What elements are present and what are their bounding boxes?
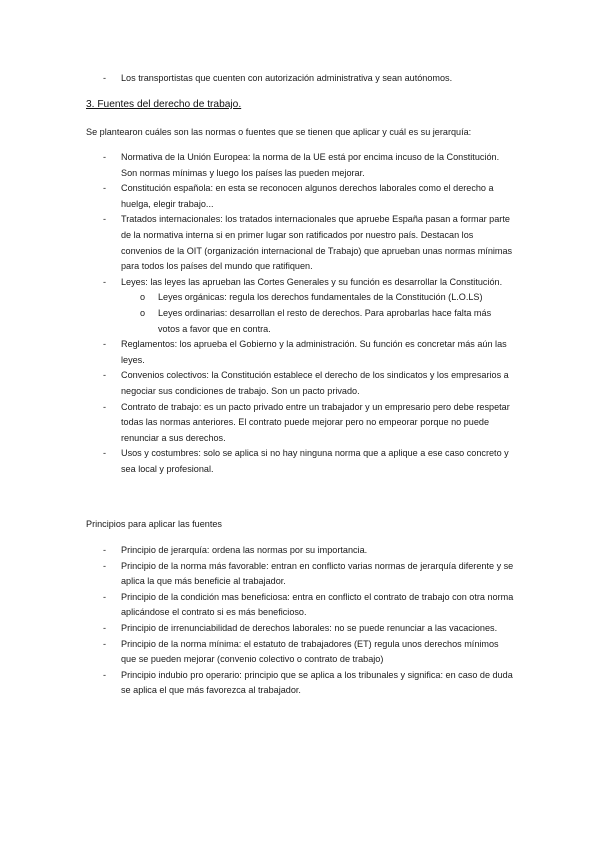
list-item-text: Principio indubio pro operario: principio que se aplica a los tribunales y significa: en caso de duda se aplica el que más favorezca al trabajador. xyxy=(121,669,513,696)
circle-bullet: o xyxy=(140,292,146,303)
first-list xyxy=(0,71,599,87)
dash-bullet: - xyxy=(103,401,107,412)
list-item xyxy=(0,446,599,477)
list-item-text: Principio de jerarquía: ordena las normas por su importancia. xyxy=(121,545,368,555)
list-item xyxy=(0,275,599,291)
list-item-text: Leyes: las leyes las aprueban las Cortes Generales y su función es desarrollar la Constitución. xyxy=(121,276,503,287)
list-item xyxy=(0,368,599,399)
sources-list xyxy=(0,150,599,477)
dash-bullet: - xyxy=(103,152,107,162)
dash-bullet: - xyxy=(103,545,107,555)
sub-list-item xyxy=(0,306,599,337)
list-item xyxy=(0,590,599,621)
sub-list-item-text: Leyes ordinarias: desarrollan el resto de derechos. Para aprobarlas hace falta más votos a favor que en contra. xyxy=(158,307,492,334)
dash-bullet: - xyxy=(103,622,107,633)
list-item-text: Principio de la norma mínima: el estatuto de trabajadores (ET) regula unos derechos mínimos que se pueden mejorar (convenio colectivo o contrato de trabajo) xyxy=(121,638,499,665)
dash-bullet: - xyxy=(103,638,107,649)
list-item xyxy=(0,637,599,668)
list-item xyxy=(0,337,599,368)
dash-bullet: - xyxy=(103,339,107,350)
list-item-text: Reglamentos: los aprueba el Gobierno y la administración. Su función es concretar más aún las leyes. xyxy=(121,339,507,365)
list-item xyxy=(0,212,599,274)
intro-paragraph: Se plantearon cuáles son las normas o fuentes que se tienen que aplicar y cuál es su jerarquía: xyxy=(86,127,472,137)
dash-bullet: - xyxy=(103,183,107,194)
dash-bullet: - xyxy=(103,73,107,83)
list-item xyxy=(0,181,599,212)
list-item-text: Los transportistas que cuenten con autorización administrativa y sean autónomos. xyxy=(121,73,453,83)
principles-heading: Principios para aplicar las fuentes xyxy=(86,519,222,529)
sub-list-item xyxy=(0,290,599,306)
list-item-text: Convenios colectivos: la Constitución establece el derecho de los sindicatos y los empresarios a negociar sus condiciones de trabajo. Son un pacto privado. xyxy=(121,370,509,396)
list-item-text: Contrato de trabajo: es un pacto privado entre un trabajador y un empresario pero debe respetar todas las normas anteriores. El contrato puede mejorar pero no empeorar porque no puede renunciar a sus derechos. xyxy=(121,401,510,443)
list-item xyxy=(0,668,599,699)
list-item xyxy=(0,559,599,590)
list-item xyxy=(0,543,599,559)
list-item-text: Usos y costumbres: solo se aplica si no hay ninguna norma que a aplique a ese caso concreto y sea local y profesional. xyxy=(121,448,509,474)
list-item-text: Constitución española: en esta se reconocen algunos derechos laborales como el derecho a huelga, elegir trabajo... xyxy=(121,183,494,209)
dash-bullet: - xyxy=(103,448,107,459)
list-item xyxy=(0,150,599,181)
list-item-text: Normativa de la Unión Europea: la norma de la UE está por encima incuso de la Constitución. Son normas mínimas y luego los países las pueden mejorar. xyxy=(121,152,500,178)
dash-bullet: - xyxy=(103,276,107,287)
list-item-text: Principio de la condición mas beneficiosa: entra en conflicto el contrato de trabajo con otra norma aplicándose el contrato si es más beneficioso. xyxy=(121,591,514,618)
list-item xyxy=(0,621,599,637)
dash-bullet: - xyxy=(103,560,107,571)
list-item xyxy=(0,71,599,87)
list-item-text: Tratados internacionales: los tratados internacionales que apruebe España pasan a formar parte de la normativa interna si en primer lugar son ratificados por nuestro país. Destacan los convenios de la OIT (organización internacional de Trabajo) que aprueban unas normas mínimas para todos los países del mundo que ratifiquen. xyxy=(121,214,513,272)
list-item-text: Principio de la norma más favorable: entran en conflicto varias normas de jerarquía diferente y se aplica la que más beneficie al trabajador. xyxy=(121,560,514,587)
sub-list-item-text: Leyes orgánicas: regula los derechos fundamentales de la Constitución (L.O.LS) xyxy=(158,292,483,303)
dash-bullet: - xyxy=(103,669,107,680)
list-item xyxy=(0,400,599,447)
dash-bullet: - xyxy=(103,591,107,602)
dash-bullet: - xyxy=(103,214,107,225)
circle-bullet: o xyxy=(140,307,146,318)
section-heading: 3. Fuentes del derecho de trabajo. xyxy=(86,99,242,110)
list-item-text: Principio de irrenunciabilidad de derechos laborales: no se puede renunciar a las vacaciones. xyxy=(121,622,498,633)
dash-bullet: - xyxy=(103,370,107,381)
principles-list xyxy=(0,543,599,699)
